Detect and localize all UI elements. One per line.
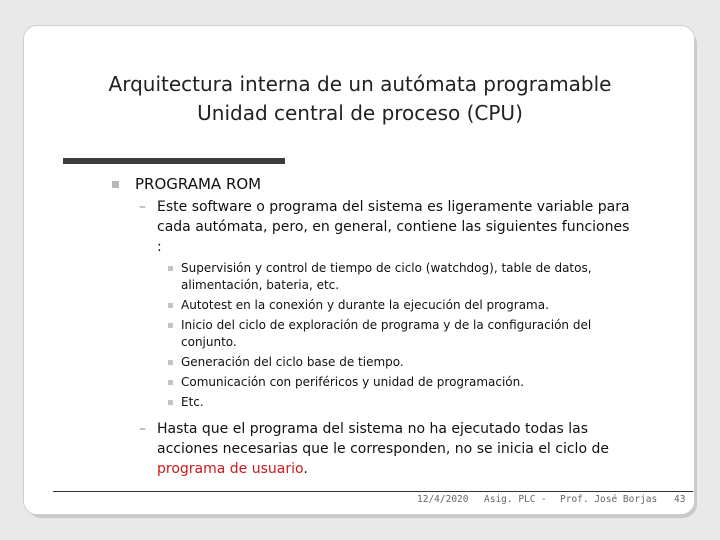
- square-bullet-icon: [168, 266, 173, 271]
- function-text: Inicio del ciclo de exploración de programa y de la configuración del conjunto.: [181, 318, 592, 349]
- square-bullet-icon: [168, 360, 173, 365]
- closing-highlight: programa de usuario: [157, 461, 304, 477]
- title-line-2: Unidad central de proceso (CPU): [197, 101, 523, 125]
- footer-separator: -: [541, 494, 547, 505]
- function-item: [112, 354, 632, 371]
- function-item: [112, 374, 632, 391]
- closing-end: .: [303, 461, 308, 477]
- closing-text: Hasta que el programa del sistema no ha ejecutado todas las acciones necesarias que le corresponden, no se inicia el ciclo de: [157, 421, 609, 457]
- function-item: [112, 317, 632, 351]
- function-text: Autotest en la conexión y durante la ejecución del programa.: [181, 298, 549, 312]
- footer-date: 12/4/2020: [417, 494, 469, 505]
- function-text: Supervisión y control de tiempo de ciclo (watchdog), table de datos, alimentación, bateria, etc.: [181, 261, 592, 292]
- function-item: [112, 260, 632, 294]
- footer-author: Prof. José Borjas: [560, 494, 658, 505]
- footer-divider: [53, 491, 693, 492]
- dash-bullet-icon: –: [139, 199, 146, 215]
- section-heading: [112, 174, 632, 195]
- function-text: Generación del ciclo base de tiempo.: [181, 355, 404, 369]
- square-bullet-icon: [168, 303, 173, 308]
- slide-content: [112, 174, 632, 479]
- square-bullet-icon: [168, 400, 173, 405]
- title-underline-bar: [63, 158, 285, 164]
- square-bullet-icon: [168, 380, 173, 385]
- intro-item: [112, 197, 632, 257]
- title-line-1: Arquitectura interna de un autómata programable: [108, 72, 612, 96]
- dash-bullet-icon: –: [139, 421, 146, 437]
- function-item: [112, 297, 632, 314]
- section-heading-text: PROGRAMA ROM: [135, 175, 262, 193]
- intro-text: Este software o programa del sistema es ligeramente variable para cada autómata, pero, en general, contiene las siguientes funciones :: [157, 199, 630, 255]
- footer-course: Asig. PLC: [484, 494, 536, 505]
- function-item: [112, 394, 632, 411]
- square-bullet-icon: [112, 181, 119, 188]
- closing-item: [112, 419, 632, 479]
- function-text: Etc.: [181, 395, 204, 409]
- functions-list: [112, 260, 632, 411]
- slide-title: [70, 70, 650, 128]
- footer-page-number: 43: [674, 494, 686, 505]
- square-bullet-icon: [168, 323, 173, 328]
- function-text: Comunicación con periféricos y unidad de programación.: [181, 375, 525, 389]
